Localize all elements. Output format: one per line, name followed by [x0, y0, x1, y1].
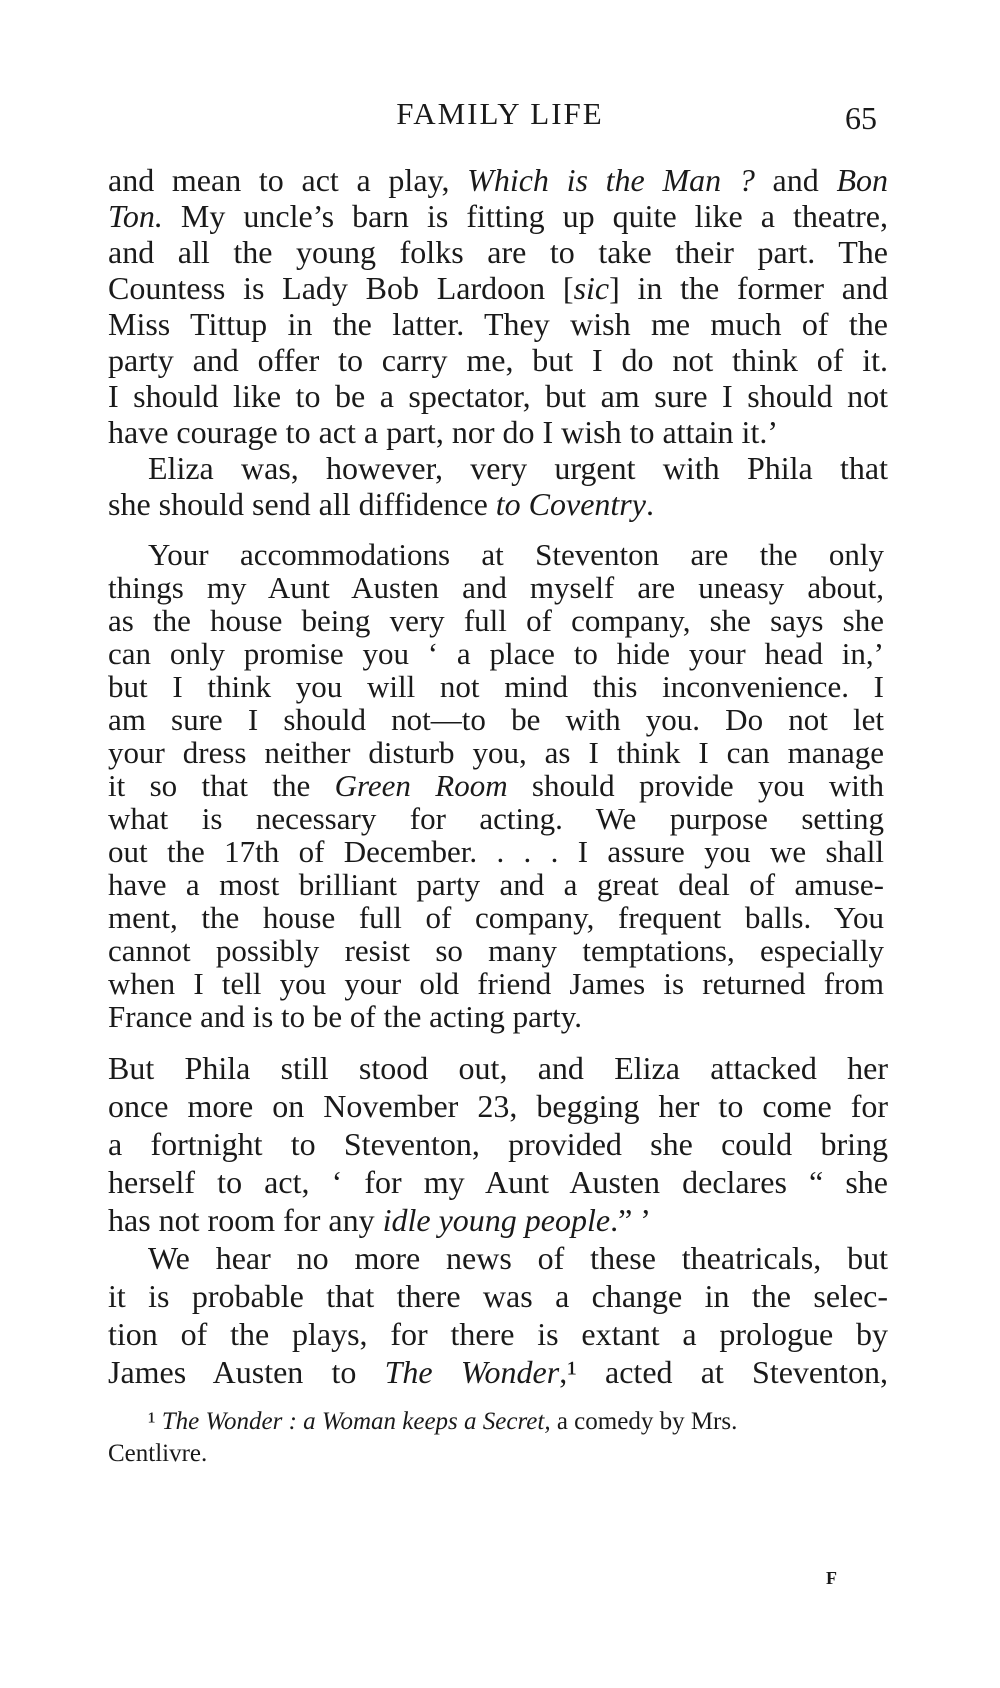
text-line: tion of the plays, for there is extant a prologue by — [108, 1316, 888, 1352]
footnote-continuation: Centlivre. — [108, 1440, 208, 1467]
quote-line: have a most brilliant party and a great deal of amuse- — [108, 867, 884, 902]
text-line: she should send all diffidence to Coventry. — [108, 486, 654, 522]
quote-line: your dress neither disturb you, as I think I can manage — [108, 735, 884, 770]
text-line: a fortnight to Steventon, provided she could bring — [108, 1126, 888, 1162]
text-line: Countess is Lady Bob Lardoon [sic] in the former and — [108, 270, 889, 306]
quote-line: but I think you will not mind this inconvenience. I — [108, 669, 884, 704]
quote-line: France and is to be of the acting party. — [108, 999, 583, 1034]
quote-line: it so that the Green Room should provide you with — [108, 768, 884, 803]
footnote-marker: ¹ — [148, 1408, 156, 1435]
text-line: have courage to act a part, nor do I wish to attain it.’ — [108, 414, 778, 450]
quote-line: ment, the house full of company, frequent balls. You — [108, 900, 884, 935]
quote-line: am sure I should not—to be with you. Do not let — [108, 702, 884, 737]
quote-line: when I tell you your old friend James is returned from — [108, 966, 884, 1001]
quote-line: as the house being very full of company, she says she — [108, 603, 884, 638]
text-line: Ton. My uncle’s barn is fitting up quite like a theatre, — [108, 198, 888, 234]
quote-line: cannot possibly resist so many temptations, especially — [108, 933, 884, 968]
text-line: has not room for any idle young people.” ’ — [108, 1202, 651, 1238]
signature-mark: F — [826, 1568, 837, 1588]
quote-line: what is necessary for acting. We purpose setting — [108, 801, 884, 836]
quote-line: things my Aunt Austen and myself are uneasy about, — [108, 570, 884, 605]
text-line: and mean to act a play, Which is the Man ? and Bon — [108, 162, 889, 198]
text-line: once more on November 23, begging her to come for — [108, 1088, 888, 1124]
text-line: James Austen to The Wonder,¹ acted at Steventon, — [108, 1354, 889, 1390]
footnote: ¹ The Wonder : a Woman keeps a Secret, a comedy by Mrs. — [148, 1408, 738, 1435]
quote-line: out the 17th of December. . . . I assure you we shall — [108, 834, 884, 869]
page-number: 65 — [845, 100, 877, 136]
text-line: party and offer to carry me, but I do not think of it. — [108, 342, 888, 378]
text-line: I should like to be a spectator, but am sure I should not — [108, 378, 888, 414]
text-line: herself to act, ‘ for my Aunt Austen declares “ she — [108, 1164, 888, 1200]
quote-line: Your accommodations at Steventon are the only — [148, 537, 884, 572]
text-line: Eliza was, however, very urgent with Phila that — [148, 450, 888, 486]
text-line: it is probable that there was a change in the selec- — [108, 1278, 888, 1314]
text-line: Miss Tittup in the latter. They wish me much of the — [108, 306, 888, 342]
text-line: and all the young folks are to take their part. The — [108, 234, 888, 270]
text-line: We hear no more news of these theatricals, but — [148, 1240, 888, 1276]
running-head: FAMILY LIFE — [396, 96, 604, 131]
quote-line: can only promise you ‘ a place to hide your head in,’ — [108, 636, 884, 671]
text-line: But Phila still stood out, and Eliza attacked her — [108, 1050, 888, 1086]
